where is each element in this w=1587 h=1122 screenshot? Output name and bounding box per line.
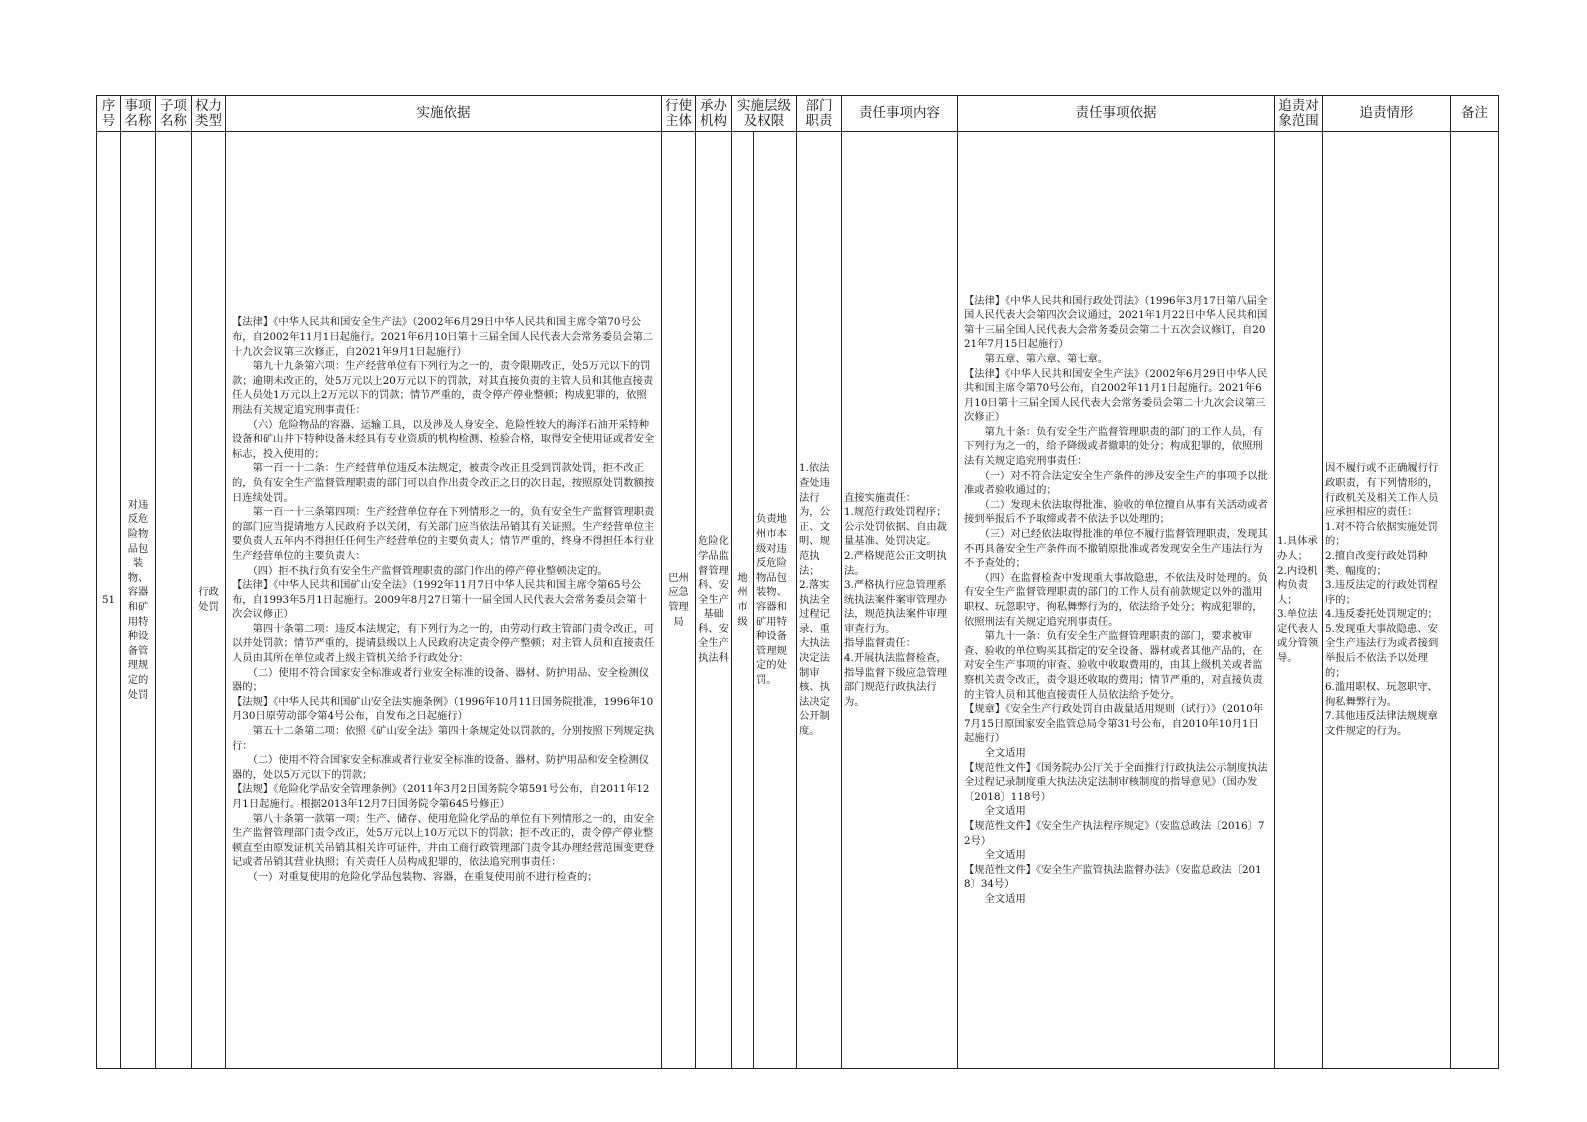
cell-actor: 巴州应急管理局	[662, 132, 696, 1069]
resp-basis-paragraph: （一）对不符合法定安全生产条件的涉及安全生产的事项予以批准或者验收通过的；	[964, 469, 1268, 497]
cell-resp-content: 直接实施责任： 1.规范行政处罚程序；公示处罚依据、自由裁量基准、处罚决定。 2.严格规范公正文明执法。 3.严格执行应急管理系统执法案件案审管理办法，规范执法案件审理审查行为。 指导监督责任： 4.开展执法监督检查，指导监督下级应急管理部门规范行政执法行为。	[842, 132, 958, 1069]
basis-paragraphs	[232, 315, 656, 884]
cell-situation: 因不履行或不正确履行行政职责，有下列情形的，行政机关及相关工作人员应承担相应的责任： 1.对不符合依据实施处罚的； 2.擅自改变行政处罚种类、幅度的； 3.违反法定的行政处罚程序的； 4.违反委托处罚规定的； 5.发现重大事故隐患、安全生产违法行为或者接到举报后不依法予以处理的； 6.滥用职权、玩忽职守、徇私舞弊行为。 7.其他违反法律法规规章文件规定的行为。	[1323, 132, 1451, 1069]
basis-paragraph: 【法律】《中华人民共和国安全生产法》（2002年6月29日中华人民共和国主席令第70号公布，自2002年11月1日起施行。2021年6月10日第十三届全国人民代表大会常务委员会第二十九次会议第三次修正，自2021年9月1日起施行）	[232, 316, 654, 358]
cell-seq: 51	[97, 132, 121, 1069]
header-row	[97, 96, 1499, 132]
col-header-item-name: 事项名称	[121, 96, 156, 132]
col-header-org: 承办机构	[696, 96, 732, 132]
col-header-duty: 部门职责	[797, 96, 842, 132]
table-row	[97, 132, 1499, 1069]
col-header-power-type: 权力类型	[192, 96, 226, 132]
resp-basis-paragraph: （二）发现未依法取得批准、验收的单位擅自从事有关活动或者接到举报后不予取缔或者不依法予以处理的；	[964, 498, 1268, 526]
col-header-basis: 实施依据	[226, 96, 662, 132]
col-header-seq: 序号	[97, 96, 121, 132]
cell-level-b: 负责地州市本级对违反危险物品包装物、容器和矿用特种设备管理规定的处罚。	[754, 132, 797, 1069]
resp-basis-paragraph: 全文适用	[964, 746, 1026, 759]
basis-paragraph: （一）对重复使用的危险化学品包装物、容器，在重复使用前不进行检查的；	[232, 870, 598, 883]
resp-basis-paragraph: （四）在监督检查中发现重大事故隐患，不依法及时处理的。负有安全生产监督管理职责的部门的工作人员有前款规定以外的滥用职权、玩忽职守、徇私舞弊行为的，依法给予处分；构成犯罪的，依照刑法有关规定追究刑事责任。	[964, 571, 1268, 628]
cell-scope: 1.具体承办人； 2.内设机构负责人； 3.单位法定代表人或分管领导。	[1275, 132, 1323, 1069]
basis-paragraph: （四）拒不执行负有安全生产监督管理职责的部门作出的停产停业整顿决定的。	[232, 564, 608, 577]
basis-paragraph: 【法规】《中华人民共和国矿山安全法实施条例》（1996年10月11日国务院批准，1996年10月30日原劳动部令第4号公布，自发布之日起施行）	[232, 695, 654, 723]
power-list-table	[96, 95, 1499, 1069]
cell-resp-basis	[958, 132, 1275, 1069]
resp-basis-paragraph: 【规范性文件】《国务院办公厅关于全面推行行政执法公示制度执法全过程记录制度重大执法决定法制审核制度的指导意见》（国办发〔2018〕118号）	[964, 761, 1268, 803]
basis-paragraph: （二）使用不符合国家安全标准或者行业安全标准的设备、器材、防护用品、安全检测仪器的；	[232, 666, 650, 694]
cell-item-name: 对违反危险物品包装物、容器和矿用特种设备管理规定的处罚	[121, 132, 156, 1069]
resp-basis-paragraph: 【规范性文件】《安全生产监管执法监督办法》（安监总政法〔2018〕34号）	[964, 863, 1262, 891]
basis-paragraph: 第五十二条第二项：依照《矿山安全法》第四十条规定处以罚款的，分别按照下列规定执行：	[232, 725, 655, 752]
resp-basis-paragraph: 【规章】《安全生产行政处罚自由裁量适用规则（试行）》（2010年7月15日原国家安全监管总局令第31号公布，自2010年10月1日起施行）	[964, 703, 1264, 745]
cell-power-type: 行政处罚	[192, 132, 226, 1069]
cell-duty: 1.依法查处违法行为，公正、文明、规范执法； 2.落实执法全过程记录、重大执法决定法制审核、执法决定公开制度。	[797, 132, 842, 1069]
resp-basis-paragraph: 全文适用	[964, 805, 1026, 818]
cell-sub-item	[156, 132, 192, 1069]
col-header-scope: 追责对象范围	[1275, 96, 1323, 132]
resp-basis-paragraphs	[964, 294, 1269, 907]
col-header-situation: 追责情形	[1323, 96, 1451, 132]
col-header-sub-item: 子项名称	[156, 96, 192, 132]
resp-basis-paragraph: 第五章、第六章、第七章。	[964, 352, 1109, 365]
resp-basis-paragraph: （三）对已经依法取得批准的单位不履行监督管理职责，发现其不再具备安全生产条件而不撤销原批准或者发现安全生产违法行为不予查处的；	[964, 528, 1268, 570]
basis-paragraph: 第八十条第一款第一项：生产、储存、使用危险化学品的单位有下列情形之一的，由安全生产监督管理部门责令改正，处5万元以上10万元以下的罚款；拒不改正的，责令停产停业整顿直至由原发证机关吊销其相关许可证件，并由工商行政管理部门责令其办理经营范围变更登记或者吊销其营业执照；有关责任人员构成犯罪的，依法追究刑事责任：	[232, 812, 655, 869]
col-header-resp-content: 责任事项内容	[842, 96, 958, 132]
resp-basis-paragraph: 【规范性文件】《安全生产执法程序规定》（安监总政法〔2016〕72号）	[964, 819, 1265, 847]
resp-basis-paragraph: 第九十一条：负有安全生产监督管理职责的部门，要求被审查、验收的单位购买其指定的安全设备、器材或者其他产品的，在对安全生产事项的审查、验收中收取费用的，由其上级机关或者监察机关责令改正，责令退还收取的费用；情节严重的，对直接负责的主管人员和其他直接责任人员依法给予处分。	[964, 630, 1263, 701]
resp-basis-paragraph: 【法律】《中华人民共和国安全生产法》（2002年6月29日中华人民共和国主席令第70号公布，自2002年11月1日起施行。2021年6月10日第十三届全国人民代表大会常务委员会第二十九次会议第三次修正）	[964, 367, 1268, 424]
cell-org: 危险化学品监督管理科、安全生产基础科、安全生产执法科	[696, 132, 732, 1069]
col-header-level: 实施层级及权限	[732, 96, 797, 132]
resp-basis-paragraph: 全文适用	[964, 892, 1026, 905]
basis-paragraph: 第一百一十三条第四项：生产经营单位存在下列情形之一的，负有安全生产监督管理职责的部门应当提请地方人民政府予以关闭，有关部门应当依法吊销其有关证照。生产经营单位主要负责人五年内不得担任任何生产经营单位的主要负责人；情节严重的，终身不得担任本行业生产经营单位的主要负责人：	[232, 506, 655, 562]
cell-basis	[226, 132, 662, 1069]
col-header-actor: 行使主体	[662, 96, 696, 132]
basis-paragraph: （六）危险物品的容器、运输工具，以及涉及人身安全、危险性较大的海洋石油开采特种设备和矿山井下特种设备未经具有专业资质的机构检测、检验合格，取得安全使用证或者安全标志，投入使用的；	[232, 418, 655, 460]
resp-basis-paragraph: 第九十条：负有安全生产监督管理职责的部门的工作人员，有下列行为之一的，给予降级或者撤职的处分；构成犯罪的，依照刑法有关规定追究刑事责任：	[964, 425, 1263, 468]
basis-paragraph: 第四十条第二项：违反本法规定，有下列行为之一的，由劳动行政主管部门责令改正，可以并处罚款；情节严重的，提请县级以上人民政府决定责令停产整顿；对主管人员和直接责任人员由其所在单位或者上级主管机关给予行政处分：	[232, 622, 655, 665]
basis-paragraph: 【法规】《危险化学品安全管理条例》（2011年3月2日国务院令第591号公布，自2011年12月1日起施行。根据2013年12月7日国务院令第645号修正）	[232, 783, 650, 811]
cell-level-a: 地州市级	[732, 132, 754, 1069]
cell-note	[1451, 132, 1499, 1069]
resp-basis-paragraph: 全文适用	[964, 849, 1026, 862]
basis-paragraph: 【法律】《中华人民共和国矿山安全法》（1992年11月7日中华人民共和国主席令第65号公布，自1993年5月1日起施行。2009年8月27日第十一届全国人民代表大会常务委员会第十次会议修正）	[232, 579, 647, 621]
basis-paragraph: （二）使用不符合国家安全标准或者行业安全标准的设备、器材、防护用品和安全检测仪器的，处以5万元以下的罚款；	[232, 754, 650, 781]
col-header-resp-basis: 责任事项依据	[958, 96, 1275, 132]
basis-paragraph: 第九十九条第六项：生产经营单位有下列行为之一的，责令限期改正，处5万元以下的罚款；逾期未改正的，处5万元以上20万元以下的罚款，对其直接负责的主管人员和其他直接责任人员处1万元以上2万元以下的罚款；情节严重的，责令停产停业整顿；构成犯罪的，依照刑法有关规定追究刑事责任：	[232, 360, 654, 416]
basis-paragraph: 第一百一十二条：生产经营单位违反本法规定，被责令改正且受到罚款处罚，拒不改正的，负有安全生产监督管理职责的部门可以自作出责令改正之日的次日起，按照原处罚数额按日连续处罚。	[232, 462, 655, 504]
col-header-note: 备注	[1451, 96, 1499, 132]
resp-basis-paragraph: 【法律】《中华人民共和国行政处罚法》（1996年3月17日第八届全国人民代表大会第四次会议通过，2021年1月22日中华人民共和国第十三届全国人民代表大会常务委员会第二十五次会议修订，自2021年7月15日起施行）	[964, 294, 1268, 351]
